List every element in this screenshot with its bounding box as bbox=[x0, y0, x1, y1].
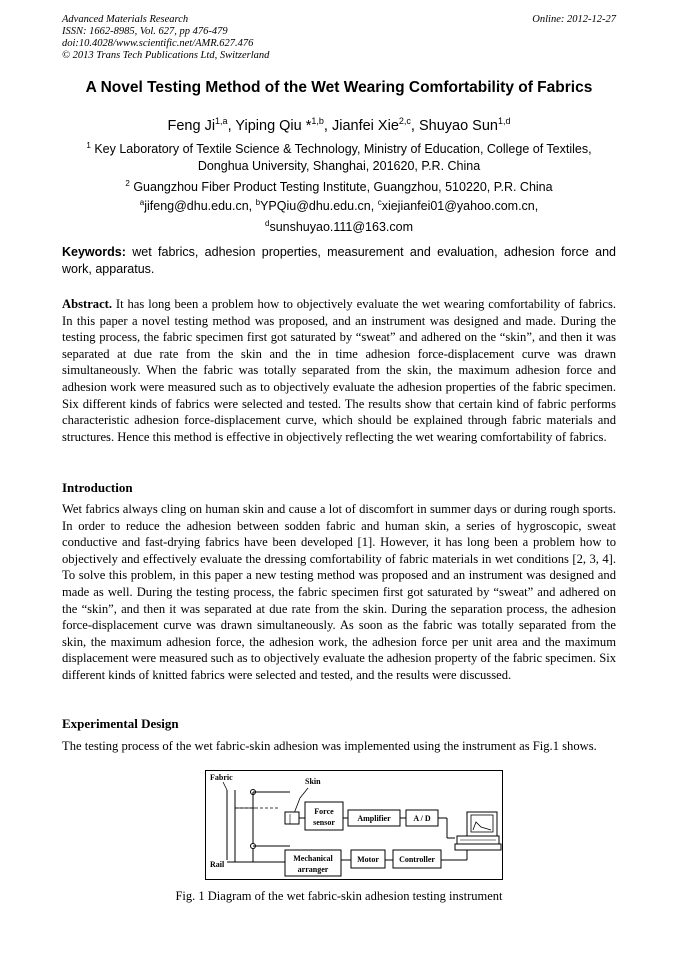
doi-line: doi:10.4028/www.scientific.net/AMR.627.476 bbox=[62, 38, 254, 49]
affiliation-2 bbox=[62, 175, 616, 196]
author-name: Yiping Qiu * bbox=[235, 118, 312, 134]
keywords-text: wet fabrics, adhesion properties, measurement and evaluation, adhesion force and work, apparatus. bbox=[62, 245, 616, 276]
author-name: Feng Ji bbox=[167, 118, 216, 134]
journal-header bbox=[62, 14, 269, 62]
mechanical-arranger-label: arranger bbox=[297, 865, 329, 874]
author-sup: 1,b bbox=[311, 116, 324, 126]
computer-icon bbox=[455, 812, 501, 850]
author-name: Jianfei Xie bbox=[331, 118, 399, 134]
abstract-text: It has long been a problem how to objectively evaluate the wet wearing comfortability of fabrics. In this paper a novel testing method was proposed, and an instrument was designed and made. During the testing process, the fabric specimen first got saturated by “sweat” and adhered on the “skin”, and then it was separated at due rate from the skin and the in time adhesion force-displacement curve was drawn simultaneously. When the fabric was totally separated from the skin, the maximum adhesion force and adhesion work were measured such as to objectively evaluate the adhesion properties of the fabric specimen. Six different kinds of fabrics were selected and tested. The results show that certain kind of fabric performs characteristic adhesion force-displacement curve, which should be explained through fabric materials and structures. Hence this method is effective in objectively reflecting the wet wearing comfortability of fabrics. bbox=[62, 297, 616, 444]
author-sup: 1,d bbox=[497, 116, 511, 126]
affiliation-text: Key Laboratory of Textile Science & Technology, Ministry of Education, College of Textiles, Donghua University, Shanghai, 201620, P.R. China bbox=[94, 142, 592, 173]
introduction-text: Wet fabrics always cling on human skin and cause a lot of discomfort in summer days or during rough sports. In order to reduce the adhesion between sodden fabric and human skin, a series of hygroscopic, sweat conductive and fast-drying fabrics have been developed [1]. However, it has long been a problem how to objectively and effectively evaluate the dressing comfortability of fabric materials in wet conditions [2, 3, 4]. To solve this problem, in this paper a new testing method was proposed and an instrument was designed and made as well. During the testing process, the fabric specimen first got saturated by “sweat” and adhered on the “skin”, and then it was separated at due rate from the skin. During the separation process, the adhesion force-displacement curve was drawn simultaneously. As soon as the fabric was totally separated from the skin, the maximum adhesion force, the adhesion work, the adhesion force per unit area and the maximum displacement were measured such as to objectively evaluate the adhesion property of the fabric specimen. Six different kinds of knitted fabrics were selected and tested, and the results were discussed. bbox=[62, 502, 616, 682]
email-address: YPQiu@dhu.edu.cn, bbox=[260, 199, 375, 213]
online-date: Online: 2012-12-27 bbox=[532, 14, 616, 25]
amplifier-label: Amplifier bbox=[357, 814, 391, 823]
rail-label: Rail bbox=[210, 860, 225, 869]
abstract-label: Abstract. bbox=[62, 297, 113, 311]
email-address: sunshuyao.111@163.com bbox=[269, 220, 414, 234]
email-sup: b bbox=[255, 198, 261, 207]
figure-1-diagram bbox=[205, 770, 503, 880]
author-sup: 2,c bbox=[398, 116, 411, 126]
ad-label: A / D bbox=[413, 814, 431, 823]
affiliation-text: Guangzhou Fiber Product Testing Institute, Guangzhou, 510220, P.R. China bbox=[133, 180, 553, 194]
skin-label: Skin bbox=[305, 777, 321, 786]
issn-line: ISSN: 1662-8985, Vol. 627, pp 476-479 bbox=[62, 26, 228, 37]
affiliation-sup: 1 bbox=[86, 141, 91, 150]
email-sup: d bbox=[264, 219, 270, 228]
email-sup: a bbox=[139, 198, 145, 207]
figure-1-caption: Fig. 1 Diagram of the wet fabric-skin adhesion testing instrument bbox=[175, 889, 503, 903]
experimental-heading: Experimental Design bbox=[62, 716, 179, 731]
mechanical-arranger-label: Mechanical bbox=[293, 854, 333, 863]
email-list bbox=[62, 194, 616, 236]
force-sensor-label: Force bbox=[314, 807, 334, 816]
keywords-section bbox=[62, 244, 616, 278]
keywords-label: Keywords: bbox=[62, 245, 126, 259]
author-sup: 1,a bbox=[215, 116, 228, 126]
email-sup: c bbox=[377, 198, 382, 207]
author-list: Feng Ji$^{1,a}$, Yiping Qiu *$^{1,b}$, Jianfei Xie$^{2,c}$, Shuyao Sun$^{1,d}$ bbox=[167, 116, 511, 134]
controller-label: Controller bbox=[399, 855, 435, 864]
fabric-label: Fabric bbox=[210, 773, 233, 782]
author-name: Shuyao Sun bbox=[418, 118, 498, 134]
paper-title: A Novel Testing Method of the Wet Wearing Comfortability of Fabrics bbox=[85, 79, 593, 96]
motor-label: Motor bbox=[357, 855, 379, 864]
skin-block bbox=[285, 812, 299, 824]
email-address: jifeng@dhu.edu.cn, bbox=[144, 199, 253, 213]
affiliation-sup: 2 bbox=[125, 179, 130, 188]
email-address: xiejianfei01@yahoo.com.cn, bbox=[381, 199, 539, 213]
affiliation-1 bbox=[62, 137, 616, 175]
copyright-line: © 2013 Trans Tech Publications Ltd, Switzerland bbox=[62, 50, 270, 61]
introduction-heading: Introduction bbox=[62, 480, 133, 495]
experimental-text: The testing process of the wet fabric-skin adhesion was implemented using the instrument as Fig.1 shows. bbox=[62, 739, 597, 753]
journal-name: Advanced Materials Research bbox=[62, 14, 189, 25]
force-sensor-label: sensor bbox=[313, 818, 335, 827]
abstract-section bbox=[62, 296, 616, 445]
